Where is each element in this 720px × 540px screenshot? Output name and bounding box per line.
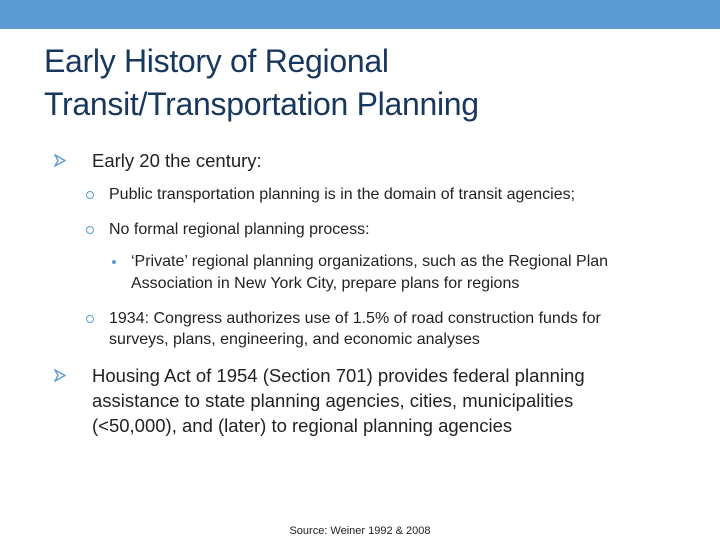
source-citation bbox=[0, 524, 720, 538]
bullet-text bbox=[86, 184, 575, 205]
bullet-line: ‘Private’ regional planning organizations, such as the Regional Plan bbox=[131, 253, 609, 270]
bullet-line: Public transportation planning is in the domain of transit agencies; bbox=[109, 186, 576, 203]
bullet-text bbox=[86, 219, 370, 240]
bullet-text bbox=[112, 251, 608, 295]
slide-title bbox=[44, 40, 684, 126]
bullet-line: No formal regional planning process: bbox=[109, 221, 370, 238]
circle-bullet-icon bbox=[86, 308, 96, 329]
circle-bullet-icon bbox=[86, 184, 96, 205]
bullet-item-level2 bbox=[86, 219, 370, 240]
slide-title-line: Transit/Transportation Planning bbox=[44, 86, 479, 122]
top-accent-bar bbox=[0, 0, 720, 29]
bullet-text bbox=[54, 148, 262, 173]
dot-bullet-icon bbox=[112, 251, 118, 273]
bullet-line: assistance to state planning agencies, cities, municipalities bbox=[92, 390, 574, 411]
bullet-item-level1 bbox=[54, 363, 585, 438]
bullet-line: (<50,000), and (later) to regional planning agencies bbox=[92, 415, 513, 436]
bullet-line: surveys, plans, engineering, and economic analyses bbox=[109, 331, 480, 348]
bullet-line: Association in New York City, prepare plans for regions bbox=[131, 275, 520, 292]
arrow-bullet-icon bbox=[54, 363, 68, 388]
bullet-item-level2 bbox=[86, 184, 575, 205]
circle-bullet-icon bbox=[86, 219, 96, 240]
bullet-text bbox=[54, 363, 585, 438]
arrow-bullet-icon bbox=[54, 148, 68, 173]
bullet-line: 1934: Congress authorizes use of 1.5% of road construction funds for bbox=[109, 310, 601, 327]
bullet-line: Housing Act of 1954 (Section 701) provides federal planning bbox=[92, 365, 585, 386]
bullet-item-level1 bbox=[54, 148, 262, 173]
source-text: Source: Weiner 1992 & 2008 bbox=[289, 525, 431, 537]
bullet-item-level2 bbox=[86, 308, 601, 350]
bullet-line: Early 20 the century: bbox=[92, 150, 262, 171]
slide-title-line: Early History of Regional bbox=[44, 43, 389, 79]
bullet-text bbox=[86, 308, 601, 350]
bullet-item-level3 bbox=[112, 251, 608, 295]
